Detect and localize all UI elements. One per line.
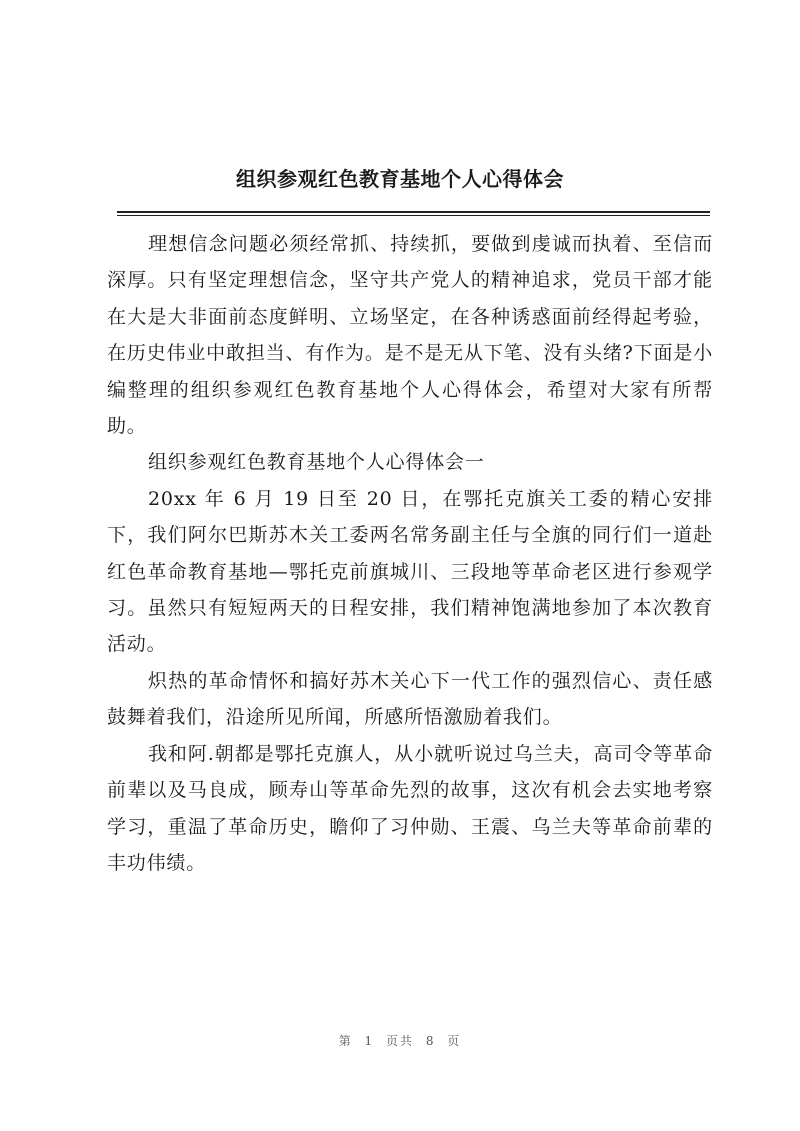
section-heading: 组织参观红色教育基地个人心得体会一	[148, 451, 485, 474]
title-divider-thick	[117, 211, 710, 213]
document-title: 组织参观红色教育基地个人心得体会	[236, 167, 564, 191]
paragraph-motivation: 炽热的革命情怀和搞好苏木关心下一代工作的强烈信心、责任感鼓舞着我们，沿途所见所闻，所感所悟激励着我们。	[107, 669, 713, 729]
document-body	[107, 226, 713, 881]
paragraph-visit: 20xx 年 6 月 19 日至 20 日，在鄂托克旗关工委的精心安排下，我们阿尔巴斯苏木关工委两名常务副主任与全旗的同行们一道赴红色革命教育基地—鄂托克前旗城川、三段地等革命老区进行参观学习。虽然只有短短两天的日程安排，我们精神饱满地参加了本次教育活动。	[107, 487, 713, 656]
title-divider-thin	[117, 215, 710, 216]
paragraph-intro: 理想信念问题必须经常抓、持续抓，要做到虔诚而执着、至信而深厚。只有坚定理想信念，坚守共产党人的精神追求，党员干部才能在大是大非面前态度鲜明、立场坚定，在各种诱惑面前经得起考验，在历史伟业中敢担当、有作为。是不是无从下笔、没有头绪?下面是小编整理的组织参观红色教育基地个人心得体会，希望对大家有所帮助。	[107, 233, 713, 438]
paragraph-history: 我和阿.朝都是鄂托克旗人，从小就听说过乌兰夫，高司令等革命前辈以及马良成，顾寿山等革命先烈的故事，这次有机会去实地考察学习，重温了革命历史，瞻仰了习仲勋、王震、乌兰夫等革命前辈的丰功伟绩。	[107, 742, 713, 874]
page-number: 第 1 页共 8 页	[338, 1034, 462, 1048]
